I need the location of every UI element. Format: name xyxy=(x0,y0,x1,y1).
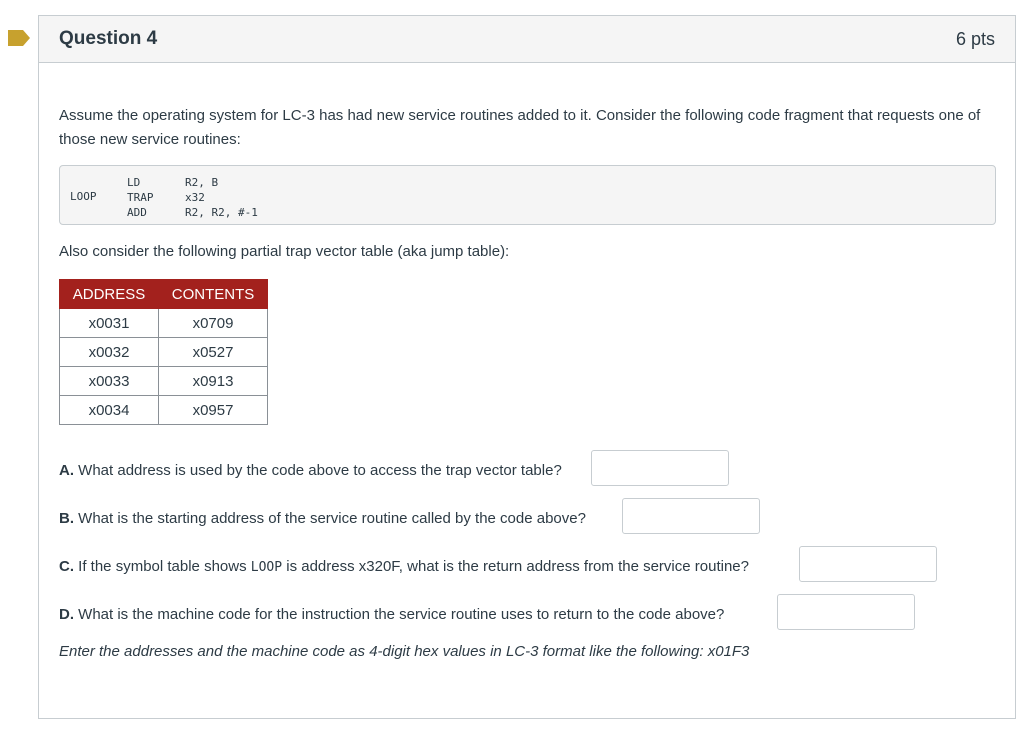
table-cell: x0031 xyxy=(60,309,159,338)
part-d-answer-input[interactable] xyxy=(777,594,915,630)
part-c-text-after: is address x320F, what is the return address from the service routine? xyxy=(286,558,749,575)
table-row xyxy=(60,338,268,367)
part-d-letter: D. xyxy=(59,606,74,623)
table-intro: Also consider the following partial trap vector table (aka jump table): xyxy=(59,243,510,260)
part-c-text-before: If the symbol table shows xyxy=(78,558,247,575)
code-op-2: TRAP xyxy=(127,191,154,204)
table-header-address: ADDRESS xyxy=(60,280,159,309)
table-header-row xyxy=(60,280,268,309)
part-c-answer-input[interactable] xyxy=(799,546,937,582)
code-operands xyxy=(185,175,258,220)
part-b-question xyxy=(59,510,586,527)
part-a-answer-input[interactable] xyxy=(591,450,729,486)
code-args-1: R2, B xyxy=(185,176,219,189)
table-row xyxy=(60,367,268,396)
question-header xyxy=(39,16,1015,63)
table-cell: x0033 xyxy=(60,367,159,396)
trap-vector-table xyxy=(59,279,268,425)
code-label: LOOP xyxy=(70,190,97,203)
table-cell: x0913 xyxy=(159,367,268,396)
part-b-answer-input[interactable] xyxy=(622,498,760,534)
question-flag-icon[interactable] xyxy=(8,30,30,46)
question-intro: Assume the operating system for LC-3 has had new service routines added to it. Consider the following code fragment that requests one of those new service routines: xyxy=(59,107,981,148)
code-args-2: x32 xyxy=(185,191,205,204)
part-b-text: What is the starting address of the service routine called by the code above? xyxy=(78,510,586,527)
code-block xyxy=(59,165,996,225)
table-cell: x0034 xyxy=(60,396,159,425)
question-points: 6 pts xyxy=(955,29,995,49)
code-op-1: LD xyxy=(127,176,141,189)
code-args-3: R2, R2, #-1 xyxy=(185,206,258,219)
part-c-letter: C. xyxy=(59,558,74,575)
part-b-letter: B. xyxy=(59,510,74,527)
table-header-contents: CONTENTS xyxy=(159,280,268,309)
part-a-text: What address is used by the code above to access the trap vector table? xyxy=(78,462,562,479)
part-c-question xyxy=(59,558,749,575)
question-card xyxy=(38,15,1016,719)
code-op-3: ADD xyxy=(127,206,147,219)
answer-format-note: Enter the addresses and the machine code as 4-digit hex values in LC-3 format like the following: x01F3 xyxy=(59,643,750,660)
code-opcodes xyxy=(127,175,154,220)
table-row xyxy=(60,309,268,338)
question-title: Question 4 xyxy=(59,28,158,49)
part-c-code-word: LOOP xyxy=(250,560,283,575)
table-cell: x0527 xyxy=(159,338,268,367)
table-cell: x0957 xyxy=(159,396,268,425)
part-a-letter: A. xyxy=(59,462,74,479)
part-d-question xyxy=(59,606,724,623)
part-d-text: What is the machine code for the instruction the service routine uses to return to the code above? xyxy=(78,606,725,623)
table-cell: x0709 xyxy=(159,309,268,338)
table-row xyxy=(60,396,268,425)
part-a-question xyxy=(59,462,562,479)
table-cell: x0032 xyxy=(60,338,159,367)
